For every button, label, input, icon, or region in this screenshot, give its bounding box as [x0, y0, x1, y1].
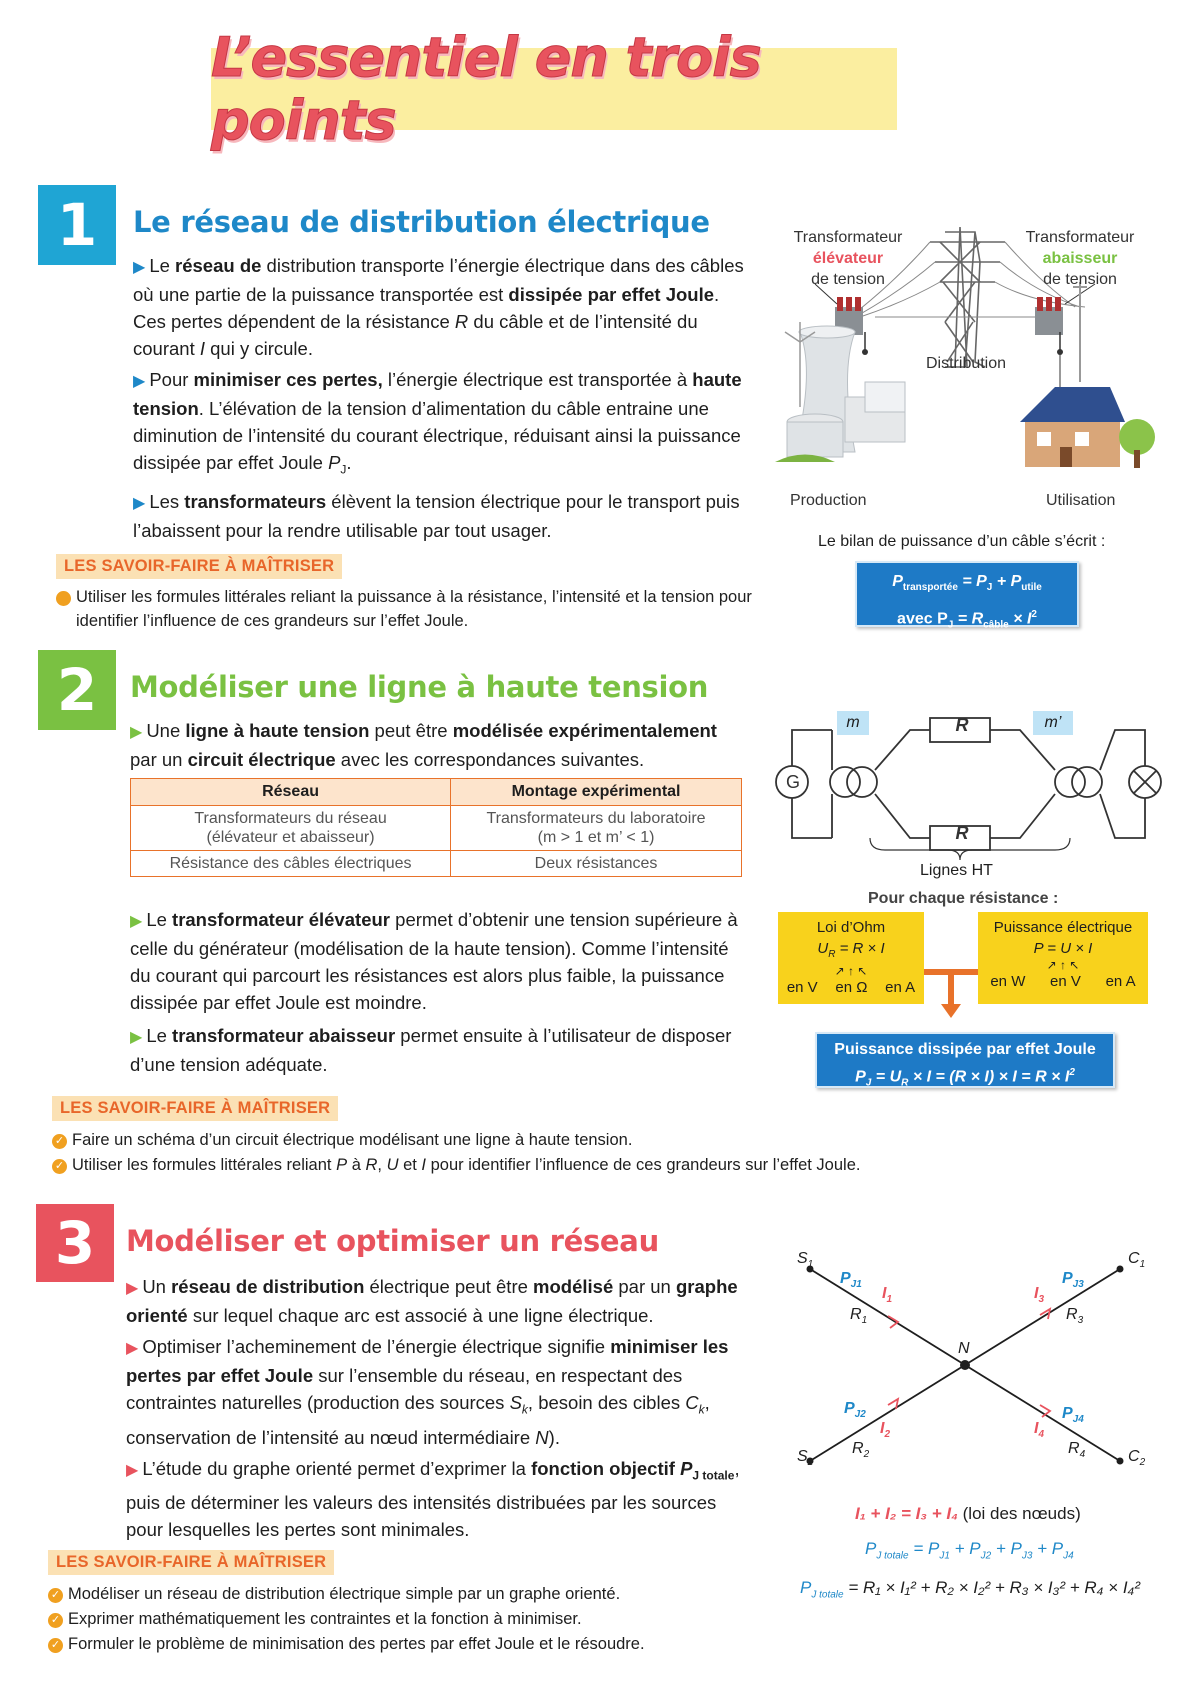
resistor-top-label: R [955, 715, 969, 735]
joule-power-title: Puissance dissipée par effet Joule [834, 1041, 1096, 1058]
table-row: Transformateurs du réseau (élévateur et abaisseur) Transformateurs du laboratoire (m > 1 et m’ < 1) [131, 806, 742, 851]
s1-savoir-faire-label: LES SAVOIR-FAIRE À MAÎTRISER [56, 554, 342, 579]
triangle-bullet-icon: ▶ [126, 1280, 139, 1297]
ohm-law-box: Loi d’Ohm $U_R = R \times I$ ↗ ↑ ↖ en V en Ω en A [778, 912, 924, 1004]
ohm-law-equation: $U_R = R \times I$ [817, 940, 885, 960]
objective-function-equation: $P_{J totale} = R_1 \times I_1^2 + R_2 \times I_2^2 + R_3 \times I_3^2 + R_4 \times I_4^2$ [800, 1578, 1141, 1601]
edge-s1-n [810, 1269, 965, 1365]
s2-savoir-faire-label: LES SAVOIR-FAIRE À MAÎTRISER [52, 1096, 338, 1121]
label-pj4: $P_{J4}$ [1062, 1405, 1084, 1426]
s2-savoir-faire-item-2: ✓ Utiliser les formules littérales reliant P à R, U et I pour identifier l’influence de ces grandeurs sur l’effet Joule. [52, 1153, 952, 1177]
label-s2: $S_2$ [797, 1448, 814, 1469]
edge-n-c2 [965, 1365, 1120, 1461]
label-pj3: $P_{J3}$ [1062, 1270, 1084, 1291]
table-header: Réseau [131, 779, 451, 806]
label-i4: $I_4$ [1034, 1420, 1045, 1441]
label-i1: $I_1$ [882, 1285, 893, 1306]
page-title: L’essentiel en trois points [211, 26, 761, 152]
label-i3: $I_3$ [1034, 1285, 1045, 1306]
check-circle-icon: ✓ [48, 1613, 63, 1628]
node-n [960, 1360, 970, 1370]
check-circle-icon: ✓ [48, 1638, 63, 1653]
distribution-label: Distribution [926, 355, 1007, 372]
electric-power-box: Puissance électrique P = U × I ↗ ↑ ↖ en W en V en A [978, 912, 1148, 1004]
check-circle-icon: ✓ [52, 1159, 67, 1174]
label-r3: $R_3$ [1066, 1306, 1084, 1327]
label-r1: $R_1$ [850, 1306, 868, 1327]
title-banner [211, 26, 897, 152]
table-row: Résistance des câbles électriques Deux résistances [131, 851, 742, 877]
s3-paragraph-3: ▶ L’étude du graphe orienté permet d’exprimer la fonction objectif $P_{J totale}$, puis de déterminer les valeurs des intensités distribuées par les sources pour lesquelles les pertes sont minimales. [126, 1457, 740, 1541]
joule-power-box [815, 1032, 1115, 1088]
transformer-m-prime-label: m’ [1033, 711, 1073, 735]
electric-power-equation: P = U × I [1033, 940, 1093, 957]
correspondence-table [130, 778, 742, 877]
s1-paragraph-1: ▶ Le réseau de distribution transporte l’énergie électrique dans des câbles où une partie de la puissance transportée est dissipée par effet Joule. Ces pertes dépendent de la résistance R du câble et de l’intensité du courant I qui y circule. [133, 255, 744, 359]
triangle-bullet-icon: ▶ [130, 1029, 143, 1046]
arrow-i1-icon [888, 1316, 898, 1328]
s3-savoir-faire-label: LES SAVOIR-FAIRE À MAÎTRISER [48, 1550, 334, 1575]
s1-paragraph-3: ▶ Les transformateurs élèvent la tension électrique pour le transport puis l’abaissent pour la rendre utilisable par tout usager. [133, 490, 740, 541]
joule-loss-equation: avec $P_J = R_{câble} \times I^2$ [897, 609, 1037, 631]
triangle-bullet-icon: ▶ [133, 494, 146, 512]
check-circle-icon: ✓ [48, 1588, 63, 1603]
merge-arrow-icon [924, 952, 984, 1022]
pylon-icon [930, 227, 1005, 367]
section-3-number: 3 [36, 1204, 114, 1282]
total-loss-sum-equation: $P_{J totale} = P_{J1} + P_{J2} + P_{J3} + P_{J4}$ [865, 1539, 1074, 1562]
section-1-title: Le réseau de distribution électrique [133, 205, 710, 239]
s3-paragraph-1: ▶ Un réseau de distribution électrique peut être modélisé par un graphe orienté sur lequel chaque arc est associé à une ligne électrique. [126, 1276, 738, 1326]
joule-power-equation: $P_J = U_R \times I = (R \times I) \times I = R \times I^2$ [855, 1067, 1075, 1089]
utilisation-label: Utilisation [1046, 492, 1116, 509]
check-circle-icon: ✓ [56, 591, 71, 606]
label-c2: $C_2$ [1128, 1448, 1146, 1469]
s2-paragraph-2: ▶ Le transformateur élévateur permet d’obtenir une tension supérieure à celle du générateur (modélisation de la haute tension). Comme l’intensité du courant qui parcourt les résistances est alors plus faible, la puissance dissipée par effet Joule est moindre. [130, 909, 738, 1013]
s3-paragraph-2: ▶ Optimiser l’acheminement de l’énergie électrique signifie minimiser les pertes par effet Joule sur l’ensemble du réseau, en respectant des contraintes naturelles (production des sources $S_k$, besoin des cibles $C_k$, conservation de l’intensité au nœud intermédiaire N). [126, 1336, 729, 1448]
section-2-text [130, 906, 742, 1082]
s2-paragraph-3: ▶ Le transformateur abaisseur permet ensuite à l’utilisateur de disposer d’une tension adéquate. [130, 1025, 732, 1075]
triangle-bullet-icon: ▶ [133, 259, 146, 276]
transformer-step-up-label: Transformateur élévateur de tension [793, 229, 903, 288]
power-balance-caption: Le bilan de puissance d’un câble s’écrit : [818, 533, 1106, 550]
section-3-title: Modéliser et optimiser un réseau [126, 1224, 659, 1258]
triangle-bullet-icon: ▶ [133, 373, 146, 390]
label-i2: $I_2$ [880, 1420, 891, 1441]
ohm-law-title: Loi d’Ohm [816, 919, 886, 936]
label-pj1: $P_{J1}$ [840, 1270, 862, 1291]
s2-paragraph-1: ▶ Une ligne à haute tension peut être modélisée expérimentalement par un circuit électrique avec les correspondances suivantes. [130, 720, 717, 770]
table-header: Montage expérimental [451, 779, 742, 806]
s3-savoir-faire-item-2: ✓ Exprimer mathématiquement les contraintes et la fonction à minimiser. [48, 1607, 768, 1631]
label-r2: $R_2$ [852, 1440, 870, 1461]
check-circle-icon: ✓ [52, 1134, 67, 1149]
triangle-bullet-icon: ▶ [130, 913, 143, 930]
section-3-text [126, 1273, 744, 1547]
production-label: Production [790, 492, 867, 509]
triangle-bullet-icon: ▶ [126, 1340, 139, 1357]
node-c1 [1117, 1266, 1124, 1273]
generator-icon: G [786, 772, 801, 792]
s2-savoir-faire-item-1: ✓ Faire un schéma d’un circuit électrique modélisant une ligne à haute tension. [52, 1128, 952, 1152]
edge-s2-n [810, 1365, 965, 1461]
label-n: N [958, 1340, 970, 1357]
section-1-number: 1 [38, 185, 116, 265]
ht-lines-label: Lignes HT [920, 862, 993, 879]
transformer-m-label: m [837, 711, 869, 735]
s1-savoir-faire-item: ✓ Utiliser les formules littérales reliant la puissance à la résistance, l’intensité et la tension pour identifier l’influence de ces grandeurs sur l’effet Joule. [48, 588, 752, 630]
power-balance-equation: $P_{transportée} = P_J + P_{utile}$ [892, 573, 1042, 594]
s3-savoir-faire-item-3: ✓ Formuler le problème de minimisation des pertes par effet Joule et le résoudre. [48, 1632, 768, 1656]
transformer-right-icon [1035, 297, 1063, 335]
section-2-number: 2 [38, 650, 116, 730]
label-pj2: $P_{J2}$ [844, 1400, 866, 1421]
power-plant-icon [775, 322, 905, 462]
edge-n-c1 [965, 1269, 1120, 1365]
transformer-step-down-label: Transformateur abaisseur de tension [1025, 229, 1135, 288]
electric-power-title: Puissance électrique [993, 919, 1133, 936]
s1-paragraph-2: ▶ Pour minimiser ces pertes, l’énergie électrique est transportée à haute tension. L’élévation de la tension d’alimentation du câble entraine une diminution de l’intensité du courant électrique, réduisant ainsi la puissance dissipée par effet Joule $P_J$. [133, 369, 742, 477]
label-r4: $R_4$ [1068, 1440, 1086, 1461]
label-s1: $S_1$ [797, 1250, 814, 1271]
triangle-bullet-icon: ▶ [126, 1461, 139, 1479]
arrow-i2-icon [888, 1399, 898, 1409]
section-2-title: Modéliser une ligne à haute tension [130, 670, 709, 704]
resistor-bottom-label: R [955, 823, 969, 843]
node-law-equation: I₁ + I₂ = I₃ + I₄ (loi des nœuds) [855, 1504, 1081, 1523]
per-resistor-caption: Pour chaque résistance : [868, 890, 1059, 907]
s3-savoir-faire-item-1: ✓ Modéliser un réseau de distribution électrique simple par un graphe orienté. [48, 1582, 768, 1606]
triangle-bullet-icon: ▶ [130, 724, 143, 741]
section-1-text [133, 252, 745, 548]
node-c2 [1117, 1458, 1124, 1465]
label-c1: $C_1$ [1128, 1250, 1146, 1271]
power-balance-formula-box [855, 561, 1079, 631]
arrow-i4-icon [1040, 1405, 1050, 1417]
